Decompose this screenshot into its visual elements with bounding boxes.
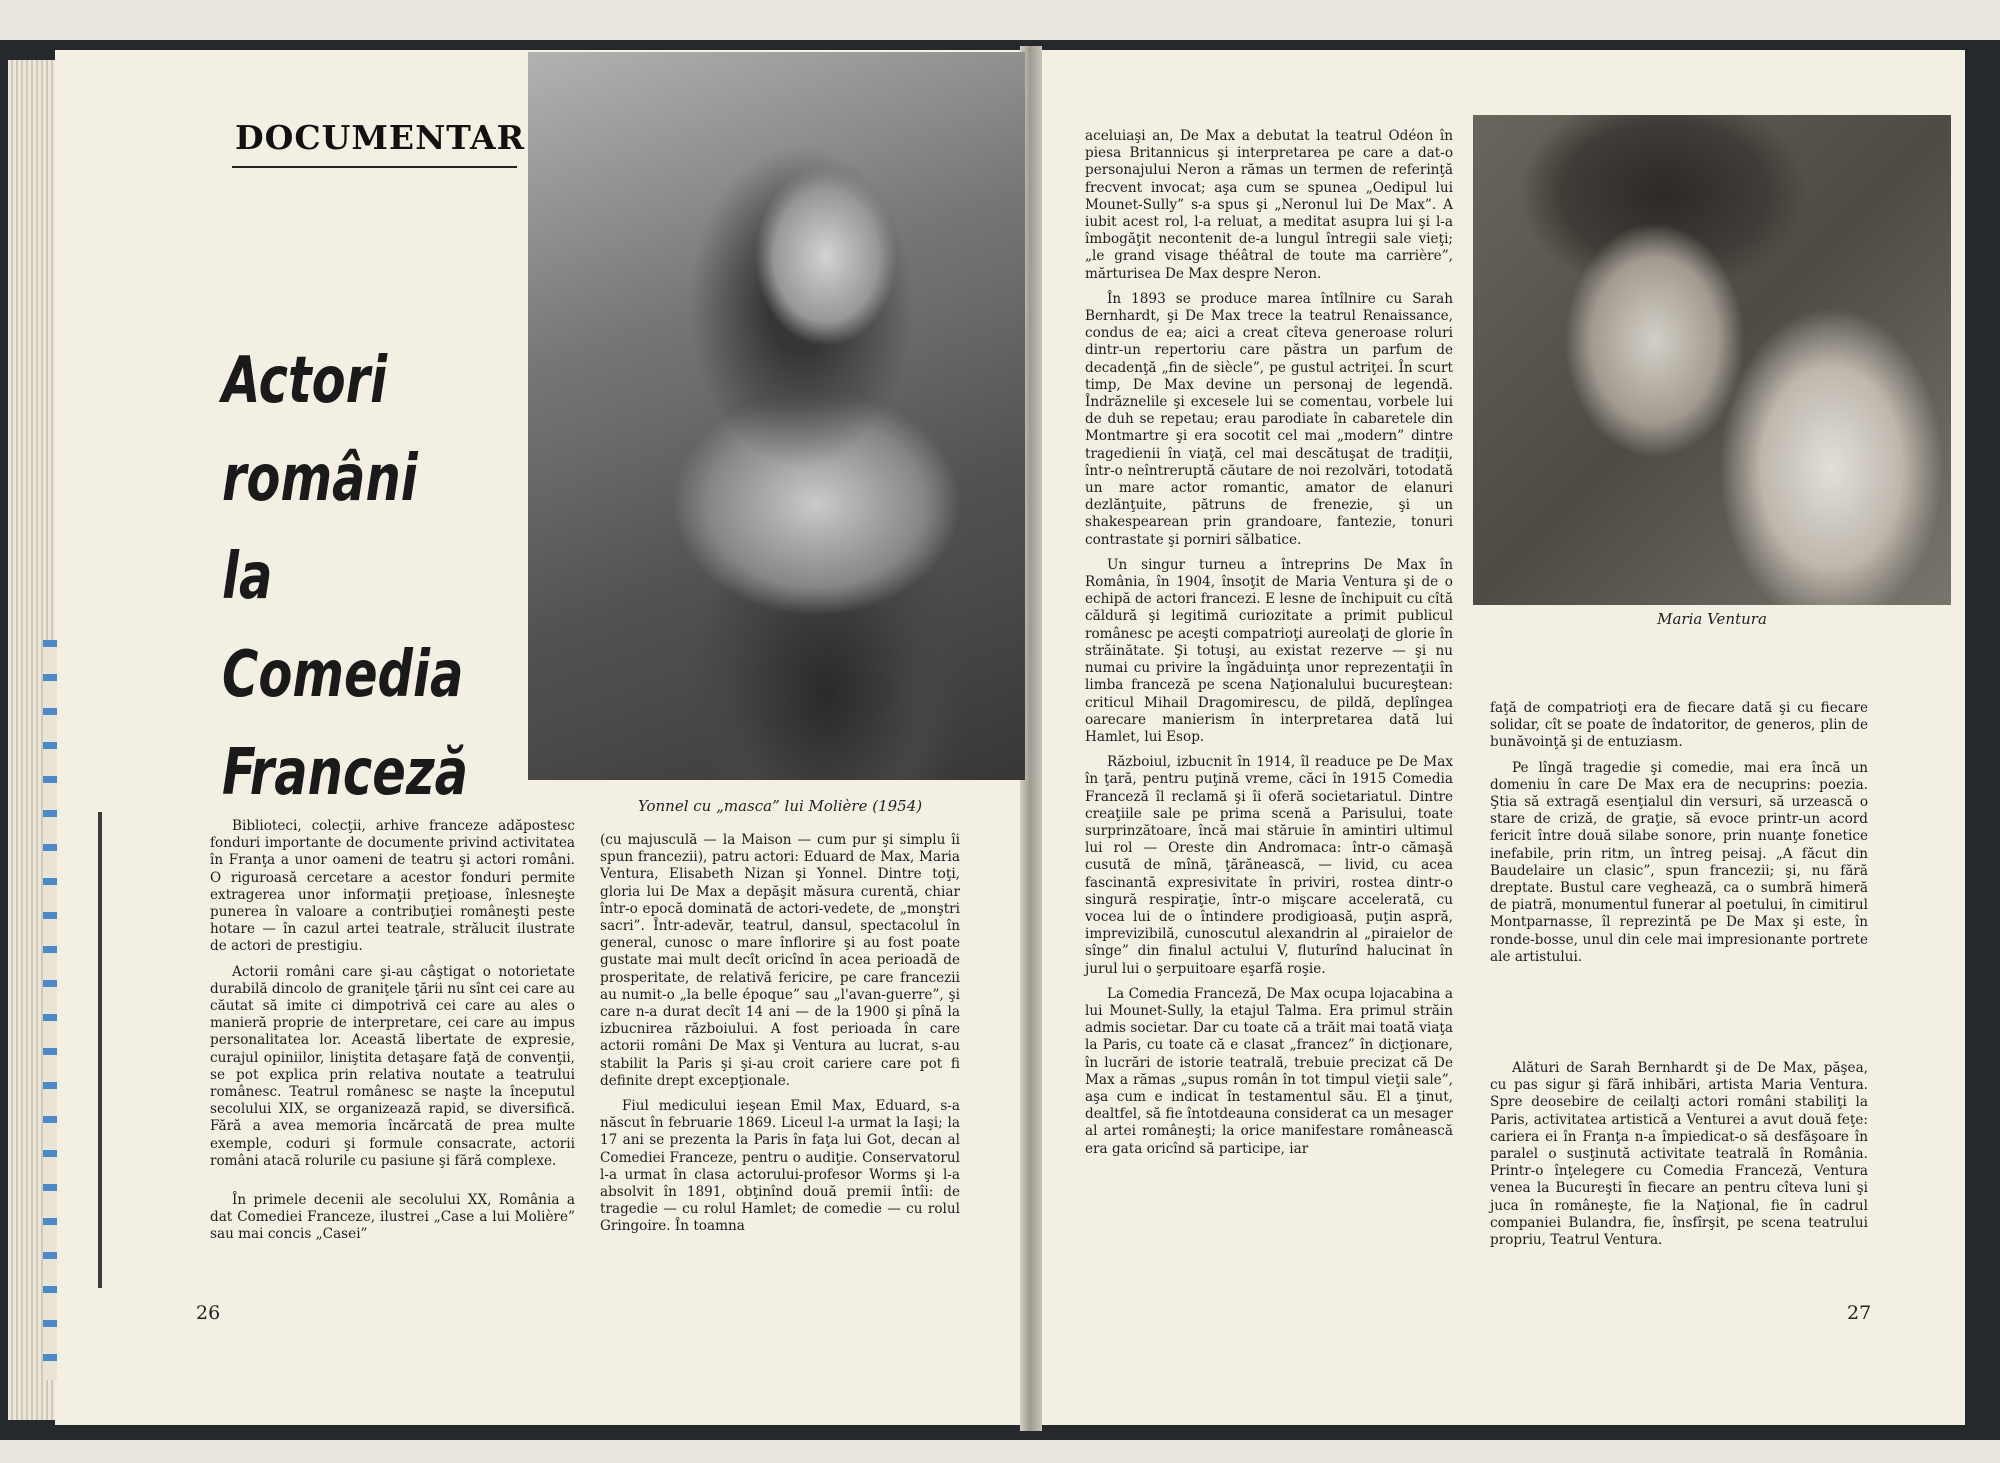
paragraph: Un singur turneu a întreprins De Max în România, în 1904, însoţit de Maria Ventura şi de o echipă de actori francezi. E lesne de închipuit cu cîtă căldură şi legitimă curiozitate a primit publicul românesc pe aceşti compatrioţi aureolaţi de glorie în străinătate. Şi totuşi, au existat rezerve — şi nu numai cu privire la îngăduinţa unor reprezentaţii în limba franceză pe scena Naţionalului bucureştean: criticul Mihail Dragomirescu, de pildă, deplîngea oarecare manierism în interpretarea dată lui Hamlet, lui Esop. (1085, 556, 1453, 745)
section-rubric: DOCUMENTAR (235, 118, 526, 157)
paragraph: Actorii români care şi-au câştigat o notorietate durabilă dincolo de graniţele ţării nu sînt cei care au căutat să imite ci dimpotrivă cei care au ales o manieră proprie de interpretare, cei care au impus personalitatea lor. Această libertate de expresie, curajul opiniilor, liniştita detaşare faţă de convenţii, se pot explica prin relativa noutate a teatrului românesc. Teatrul românesc se naşte la începutul secolului XIX, se organizează rapid, se diversifică. Fără a avea memoria încărcată de prea multe exemple, coduri şi formule consacrate, actorii români atacă rolurile cu pasiune şi fără complexe. (210, 963, 575, 1169)
paragraph: Războiul, izbucnit în 1914, îl readuce pe De Max în ţară, pentru puţină vreme, căci în 1915 Comedia Franceză îl reclamă şi îi oferă societariatul. Dintre creaţiile sale pe prima scenă a Parisului, toate surprinzătoare, încă mai stăruie în amintiri ultimul lui rol — Oreste din Andromaca: într-o cămaşă cusută de mînă, ţărănească, — livid, cu acea fascinantă expresivitate în priviri, rostea dintr-o singură respiraţie, într-o mişcare accelerată, cu vocea lui de o întindere prodigioasă, puţin aspră, imprevizibilă, cunoscutul alexandrin al „piraielor de sînge” din finalul actului V, fluturînd halucinat în jurul lui o şerpuitoare eşarfă roşie. (1085, 754, 1453, 977)
paragraph: Alături de Sarah Bernhardt şi de De Max, păşea, cu pas sigur şi fără inhibări, artista Maria Ventura. Spre deosebire de ceilalţi actori români stabiliţi la Paris, activitatea artistică a Venturei a avut două feţe: cariera ei în Franţa n-a împiedicat-o să desfăşoare în paralel o susţinută activitate teatrală în România. Printr-o înţelegere cu Comedia Franceză, Ventura venea la Bucureşti în fiecare an pentru cîteva luni şi juca în româneşte, fie la Naţional, fie în cadrul companiei Bulandra, fie, însfîrşit, pe scena teatrului propriu, Teatrul Ventura. (1490, 1060, 1868, 1249)
paragraph: (cu majusculă — la Maison — cum pur şi simplu îi spun francezii), patru actori: Eduard de Max, Maria Ventura, Elisabeth Nizan şi Yonnel. Dintre toţi, gloria lui De Max a depăşit măsura curentă, chiar într-o epocă dominată de actori-vedete, de „monştri sacri”. Într-adevăr, teatrul, dansul, spectacolul în general, cunosc o mare înflorire şi au fost poate gustate mai mult decît oricînd în acea perioadă de prosperitate, de relativă fericire, pe care francezii au numit-o „la belle époque” sau „l'avan-guerre”, şi care n-a durat decît 14 ani — de la 1900 şi pînă la izbucnirea războiului. A fost perioada în care actorii români De Max şi Ventura au lucrat, s-au stabilit la Paris şi şi-au croit cariere care pot fi definite drept excepţionale. (600, 832, 960, 1089)
text-column-4-lower (1490, 1060, 1868, 1249)
headline-line: la (222, 540, 273, 614)
photo-maria-ventura (1473, 115, 1951, 605)
paragraph: În 1893 se produce marea întîlnire cu Sarah Bernhardt, şi De Max trece la teatrul Renaissance, condus de ea; aici a creat cîteva generoase roluri dintr-un repertoriu care păstra un parfum de decadenţă „fin de siècle”, pe gustul actriţei. În scurt timp, De Max devine un personaj de legendă. Îndrăznelile şi excesele lui se comentau, vorbele lui de duh se repetau; erau parodiate în cabaretele din Montmartre şi era socotit cel mai „modern” dintre tragedienii în viaţă, cel mai descătuşat de tradiţii, într-o neîntreruptă căutare de noi rezolvări, totodată un mare actor romantic, amator de elanuri dezlănţuite, pătruns de frenezie, şi un shakespearean prin grandoare, fantezie, tonuri contrastate şi porniri sălbatice. (1085, 290, 1453, 548)
index-tabs (43, 640, 57, 1380)
headline-line: Franceză (222, 736, 469, 810)
photo-caption-yonnel: Yonnel cu „masca” lui Molière (1954) (637, 797, 923, 815)
rubric-underline (232, 166, 517, 168)
paragraph: Fiul medicului ieşean Emil Max, Eduard, s-a născut în februarie 1869. Liceul l-a urmat la Iaşi; la 17 ani se prezenta la Paris în faţa lui Got, decan al Comediei Franceze, pentru o audiţie. Conservatorul l-a urmat în clasa actorului-profesor Worms şi l-a absolvit în 1891, obţinînd două premii întîi: de tragedie — cu rolul Hamlet; de comedie — cu rolul Gringoire. În toamna (600, 1098, 960, 1235)
paragraph: La Comedia Franceză, De Max ocupa lojacabina a lui Mounet-Sully, la etajul Talma. Era primul străin admis societar. Dar cu toate că a trăit mai toată viaţa la Paris, cu toate că e clasat „francez” în dicţionare, în lucrări de istorie teatrală, trebuie precizat că De Max a rămas „supus român în tot timpul vieţii sale”, aşa cum e indicat în testamentul său. El a ţinut, dealtfel, să fie întotdeauna considerat ca un mesager al artei româneşti; la orice manifestare românească era gata oricînd să participe, iar (1085, 985, 1453, 1157)
text-column-4 (1490, 700, 1868, 966)
margin-rule (98, 812, 102, 1288)
photo-yonnel (528, 52, 1025, 780)
article-headline (222, 332, 542, 822)
headline-line: români (222, 442, 418, 516)
paragraph: faţă de compatrioţi era de fiecare dată şi cu fiecare solidar, cît se poate de îndatoritor, de generos, plin de bunăvoinţă şi de entuziasm. (1490, 700, 1868, 751)
headline-line: Comedia (222, 638, 464, 712)
text-column-2 (600, 832, 960, 1236)
page-number-left: 26 (196, 1302, 221, 1324)
paragraph: Biblioteci, colecţii, arhive franceze adăpostesc fonduri importante de documente privind activitatea în Franţa a unor oameni de teatru şi actori români. O riguroasă cercetare a acestor fonduri permite extragerea unor informaţii preţioase, înlesneşte punerea în valoare a contribuţiei româneşti peste hotare — în cazul artei teatrale, strălucit ilustrate de actori de prestigiu. (210, 818, 575, 955)
paragraph: aceluiaşi an, De Max a debutat la teatrul Odéon în piesa Britannicus şi interpretarea pe care a dat-o personajului Neron a rămas un termen de referinţă frecvent invocat; aşa cum se spunea „Oedipul lui Mounet-Sully” s-a spus şi „Neronul lui De Max”. A iubit acest rol, l-a reluat, a meditat asupra lui şi l-a îmbogăţit necontenit de-a lungul întregii sale vieţi; „le grand visage théâtral de toute ma carrière”, mărturisea De Max despre Neron. (1085, 128, 1453, 282)
photo-caption-ventura: Maria Ventura (1657, 610, 1767, 628)
page-number-right: 27 (1847, 1302, 1872, 1324)
paragraph: În primele decenii ale secolului XX, România a dat Comediei Franceze, ilustrei „Case a lui Molière” sau mai concis „Casei” (210, 1192, 575, 1243)
text-column-1 (210, 818, 575, 1244)
text-column-3 (1085, 128, 1453, 1158)
headline-line: Actori (222, 344, 388, 418)
paragraph: Pe lîngă tragedie şi comedie, mai era încă un domeniu în care De Max era de necuprins: poezia. Ştia să extragă esenţialul din versuri, să urzească o stare de criză, de graţie, să evoce printr-un acord fericit între două silabe sonore, prin nuanţe fonetice inefabile, prin ritm, un întreg peisaj. „A făcut din Baudelaire un clasic”, spun francezii; şi, nu fără dreptate. Bustul care veghează, ca o sumbră himeră de piatră, monumentul funerar al poetului, în cimitirul Montparnasse, îl reprezintă pe De Max şi este, în ronde-bosse, unul din cele mai impresionante portrete ale artistului. (1490, 759, 1868, 965)
